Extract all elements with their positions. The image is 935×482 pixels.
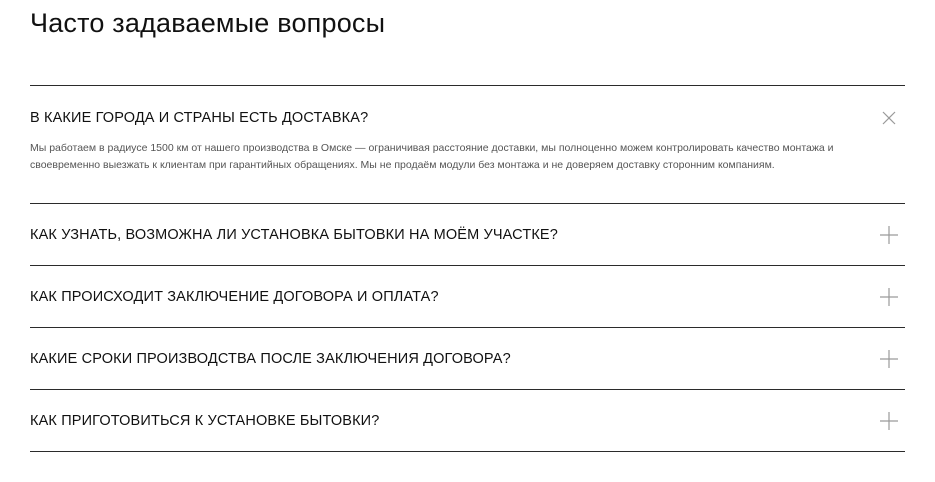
plus-icon[interactable] [880,288,898,306]
faq-item [30,203,905,265]
plus-icon[interactable] [880,226,898,244]
faq-question-text: КАКИЕ СРОКИ ПРОИЗВОДСТВА ПОСЛЕ ЗАКЛЮЧЕНИЯ ДОГОВОРА? [30,350,511,367]
plus-icon[interactable] [880,412,898,430]
faq-item [30,389,905,452]
faq-answer-text: Мы работаем в радиусе 1500 км от нашего производства в Омске — ограничивая расстояние доставки, мы полноценно можем контролировать качество монтажа и своевременно выезжать к клиентам при гарантийных обращениях. Мы не продаём модули без монтажа и не доверяем доставку сторонним компаниям. [30,142,834,171]
faq-question-production-time[interactable] [30,328,905,389]
page-title: Часто задаваемые вопросы [30,8,386,38]
faq-item [30,265,905,327]
close-icon[interactable] [880,109,898,127]
faq-question-preparation[interactable] [30,390,905,451]
faq-question-installation-site[interactable] [30,204,905,265]
faq-question-contract-payment[interactable] [30,266,905,327]
faq-question-text: КАК УЗНАТЬ, ВОЗМОЖНА ЛИ УСТАНОВКА БЫТОВКИ НА МОЁМ УЧАСТКЕ? [30,226,558,243]
faq-item [30,327,905,389]
faq-question-text: КАК ПРОИСХОДИТ ЗАКЛЮЧЕНИЕ ДОГОВОРА И ОПЛАТА? [30,288,439,305]
faq-question-text: В КАКИЕ ГОРОДА И СТРАНЫ ЕСТЬ ДОСТАВКА? [30,109,369,126]
plus-icon[interactable] [880,350,898,368]
faq-item [30,85,905,203]
faq-question-text: КАК ПРИГОТОВИТЬСЯ К УСТАНОВКЕ БЫТОВКИ? [30,412,380,429]
faq-accordion [30,85,905,452]
